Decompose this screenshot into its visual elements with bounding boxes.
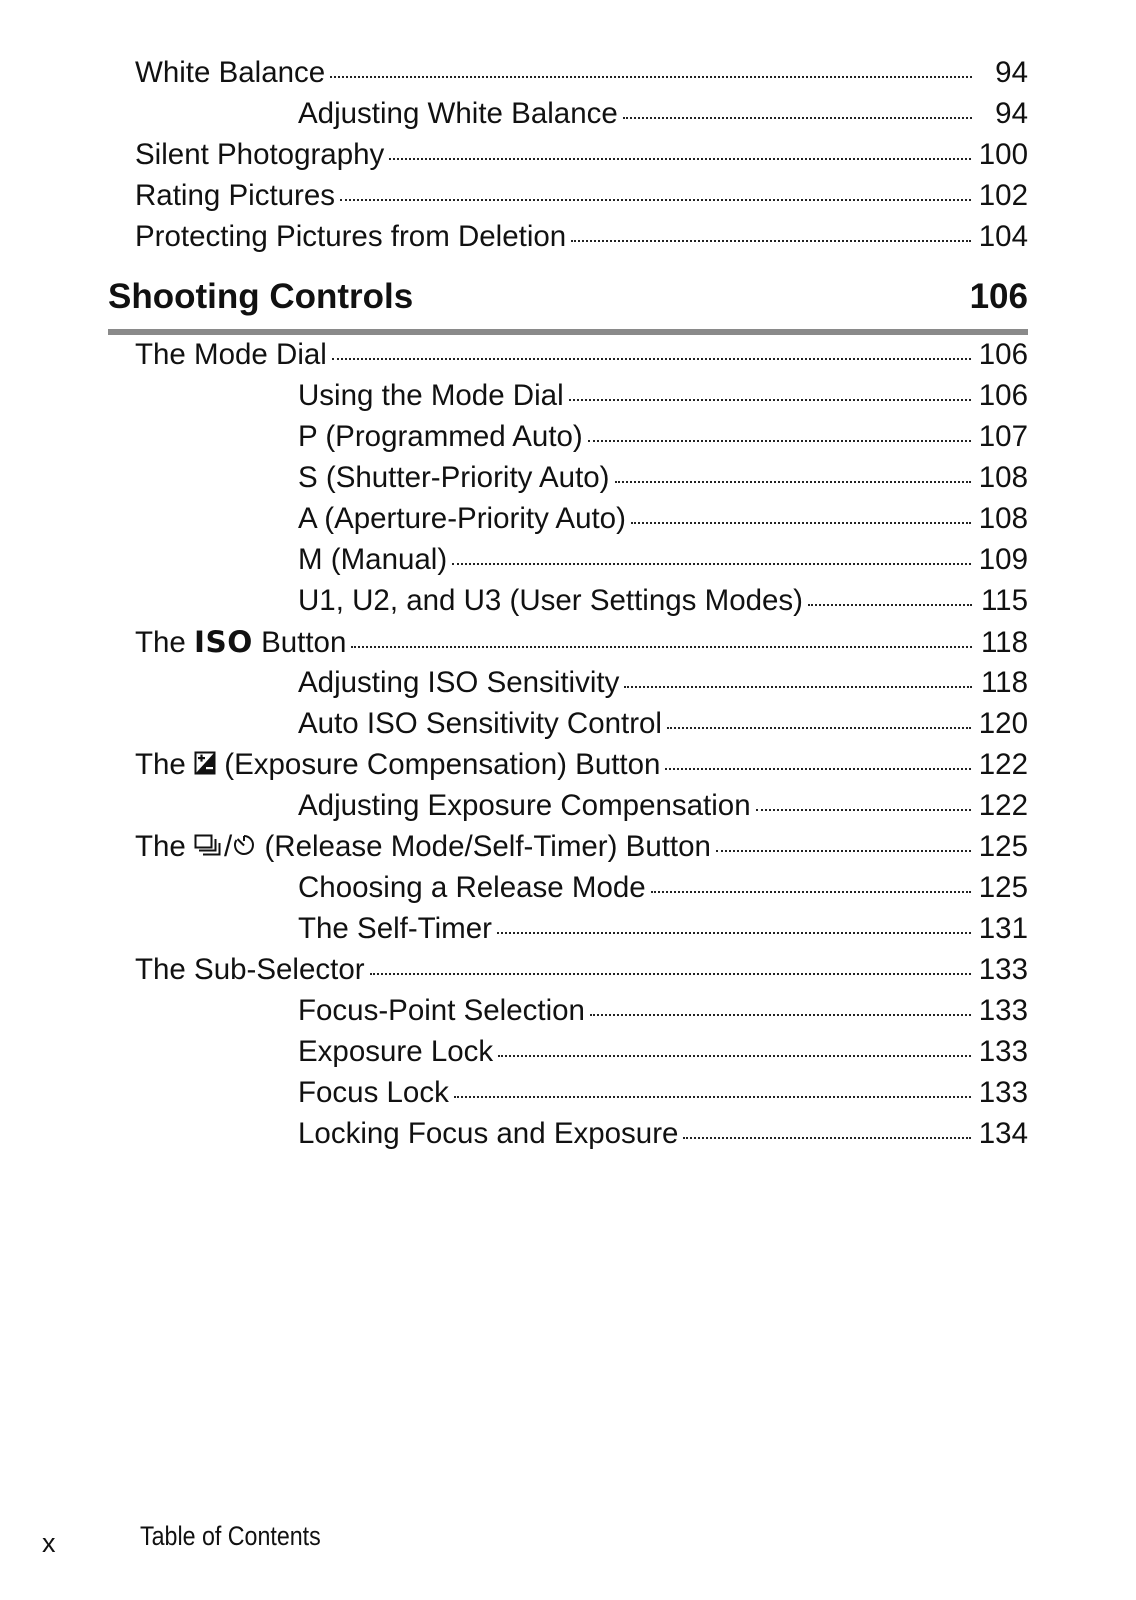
leader-dots [624,686,972,688]
toc-entry-page: 107 [978,420,1028,453]
toc-entry-page: 125 [978,830,1028,863]
toc-entry[interactable] [298,1073,1028,1113]
leader-dots [389,158,970,160]
toc-entry-title: Focus-Point Selection [298,994,585,1027]
toc-entry[interactable] [135,622,1028,662]
toc-entry-title: Using the Mode Dial [298,379,564,412]
toc-entry-title: Focus Lock [298,1076,449,1109]
toc-entry-page: 115 [980,584,1028,617]
toc-entry[interactable] [298,540,1028,580]
leader-dots [588,440,971,442]
toc-entry-title: U1, U2, and U3 (User Settings Modes) [298,584,803,617]
leader-dots [808,604,972,606]
toc-entry-page: 94 [995,56,1028,89]
toc-entry-page: 120 [978,707,1028,740]
toc-entry[interactable] [298,991,1028,1031]
leader-dots [756,809,971,811]
toc-entry-page: 104 [978,220,1028,253]
toc-entry-title: Choosing a Release Mode [298,871,646,904]
toc-entry-title: The Mode Dial [135,338,327,371]
toc-entry[interactable] [298,1114,1028,1154]
leader-dots [452,563,971,565]
leader-dots [716,850,971,852]
section-page: 106 [969,277,1028,316]
toc-entry-page: 133 [978,994,1028,1027]
leader-dots [631,522,971,524]
release-mode-icon [194,833,224,857]
leader-dots [683,1137,970,1139]
leader-dots [665,768,970,770]
footer-label: Table of Contents [140,1521,321,1551]
toc-entry-title: The Sub-Selector [135,953,365,986]
toc-entry-page: 125 [978,871,1028,904]
toc-entry[interactable] [298,786,1028,826]
title-prefix: The [135,830,186,863]
section-header[interactable] [108,270,1028,324]
toc-entry-title: P (Programmed Auto) [298,420,583,453]
toc-entry[interactable] [298,663,1028,703]
self-timer-icon [232,833,256,857]
toc-entry-title: S (Shutter-Priority Auto) [298,461,610,494]
toc-entry-page: 102 [978,179,1028,212]
title-prefix: The [135,626,186,659]
leader-dots [497,932,971,934]
toc-entry-title: Auto ISO Sensitivity Control [298,707,662,740]
toc-entry-title: Silent Photography [135,138,385,171]
toc-entry-title: White Balance [135,56,326,89]
title-suffix: (Release Mode/Self-Timer) Button [264,830,711,863]
toc-entry-page: 133 [978,953,1028,986]
toc-entry-title: Rating Pictures [135,179,336,212]
toc-entry-title [135,622,346,663]
footer-page-number: x [42,1528,56,1558]
toc-entry-title [135,745,660,785]
toc-entry-page: 100 [978,138,1028,171]
toc-entry-title: The Self-Timer [298,912,492,945]
toc-entry-page: 94 [995,97,1028,130]
leader-dots [332,358,971,360]
title-suffix: Button [261,626,347,659]
leader-dots [571,240,971,242]
leader-dots [498,1055,971,1057]
title-prefix: The [135,748,186,781]
leader-dots [351,646,972,648]
toc-entry-page: 106 [978,379,1028,412]
toc-entry-page: 118 [980,666,1028,699]
toc-entry[interactable] [135,53,1028,93]
toc-entry[interactable] [298,376,1028,416]
toc-entry-title: Adjusting Exposure Compensation [298,789,751,822]
toc-entry[interactable] [298,1032,1028,1072]
toc-entry-title: Locking Focus and Exposure [298,1117,679,1150]
toc-entry-page: 131 [978,912,1028,945]
toc-entry-title: Exposure Lock [298,1035,494,1068]
toc-entry-title: Adjusting ISO Sensitivity [298,666,620,699]
toc-entry[interactable] [135,217,1028,257]
toc-entry[interactable] [298,909,1028,949]
toc-entry-page: 108 [978,502,1028,535]
toc-entry-page: 118 [980,626,1028,659]
leader-dots [330,76,972,78]
toc-entry-page: 122 [978,748,1028,781]
leader-dots [454,1096,971,1098]
toc-entry-title: A (Aperture-Priority Auto) [298,502,626,535]
toc-entry-page: 106 [978,338,1028,371]
toc-entry[interactable] [298,704,1028,744]
toc-entry[interactable] [298,868,1028,908]
toc-entry[interactable] [135,176,1028,216]
leader-dots [623,117,972,119]
toc-entry-page: 122 [978,789,1028,822]
section-title: Shooting Controls [108,277,414,316]
title-suffix: (Exposure Compensation) Button [224,748,661,781]
leader-dots [340,199,971,201]
toc-entry[interactable] [135,950,1028,990]
exposure-compensation-icon [194,751,216,775]
toc-entry-title: Protecting Pictures from Deletion [135,220,567,253]
toc-entry[interactable] [298,499,1028,539]
toc-entry[interactable] [135,827,1028,867]
toc-entry[interactable] [135,135,1028,175]
leader-dots [651,891,971,893]
toc-entry-title: M (Manual) [298,543,448,576]
toc-entry-page: 109 [978,543,1028,576]
toc-entry-page: 134 [978,1117,1028,1150]
leader-dots [615,481,971,483]
icon-separator: / [224,830,233,863]
iso-button-mark: ISO [194,625,253,659]
toc-entry-page: 133 [978,1076,1028,1109]
toc-entry[interactable] [298,458,1028,498]
toc-entry-page: 108 [978,461,1028,494]
toc-entry[interactable] [135,335,1028,375]
leader-dots [370,973,971,975]
toc-entry-page: 133 [978,1035,1028,1068]
toc-entry[interactable] [135,745,1028,785]
leader-dots [569,399,971,401]
leader-dots [667,727,971,729]
leader-dots [590,1014,971,1016]
toc-entry[interactable] [298,581,1028,621]
toc-entry-title: Adjusting White Balance [298,97,618,130]
toc-entry[interactable] [298,94,1028,134]
toc-entry[interactable] [298,417,1028,457]
toc-entry-title [135,827,711,867]
